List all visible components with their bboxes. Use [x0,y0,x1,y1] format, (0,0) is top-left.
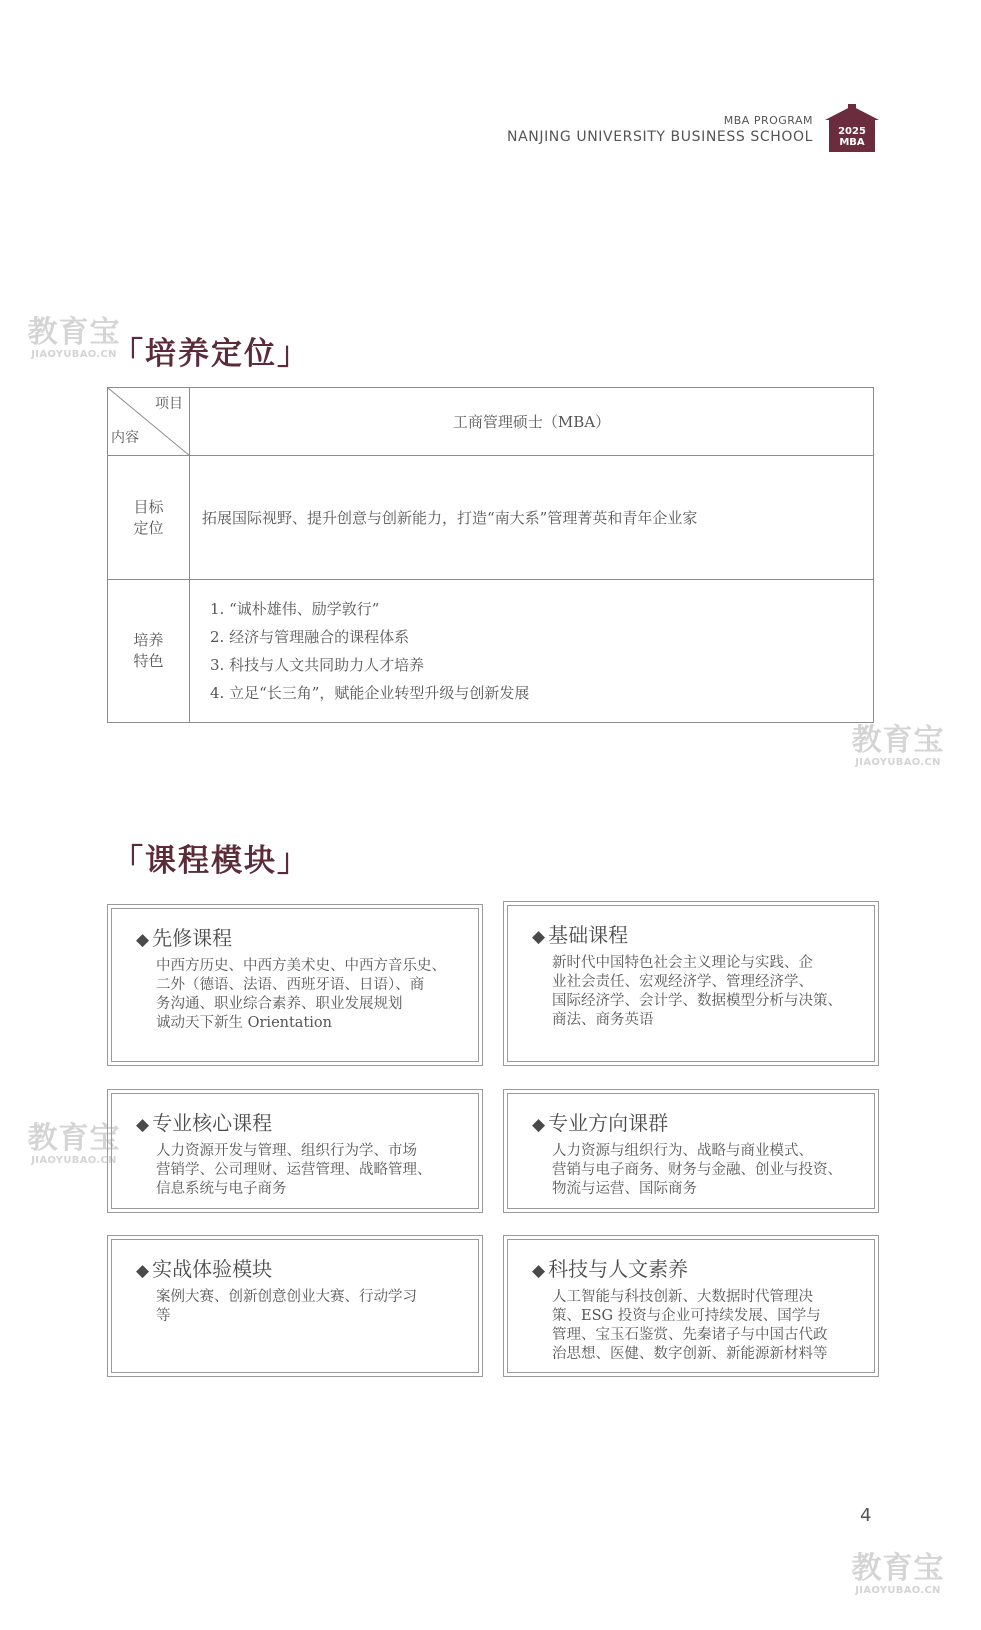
diamond-icon: ◆ [532,1261,546,1281]
watermark [842,1553,954,1597]
table-corner-cell [108,388,190,456]
goal-label-line: 定位 [133,518,164,537]
watermark-en: JIAOYUBAO.CN [855,1585,941,1596]
watermark-en: JIAOYUBAO.CN [31,1155,117,1166]
module-title-text: 先修课程 [152,926,233,950]
module-box-practice [107,1235,483,1377]
page-header [507,104,881,156]
module-title [136,1256,462,1284]
module-desc [532,954,858,1030]
badge-year: 2025 [838,126,866,137]
desc-line: 商法、商务英语 [552,1012,654,1028]
table-row [108,456,874,580]
watermark-en: JIAOYUBAO.CN [31,349,117,360]
desc-line: 中西方历史、中西方美术史、中西方音乐史、 [156,958,446,974]
watermark-cn: 教育宝 [851,723,945,758]
module-box-direction [503,1089,879,1213]
desc-line: 二外（德语、法语、西班牙语、日语）、商 [156,977,425,993]
module-desc [136,957,462,1033]
modules-title: 「课程模块」 [112,843,310,879]
module-title-text: 专业方向课群 [548,1111,669,1135]
diamond-icon: ◆ [136,1115,150,1135]
desc-line: 管理、宝玉石鉴赏、先秦诸子与中国古代政 [552,1327,828,1343]
feature-label-line: 特色 [133,652,164,670]
school-name: NANJING UNIVERSITY BUSINESS SCHOOL [507,129,813,145]
column-header: 工商管理硕士（MBA） [190,388,874,456]
desc-line: 等 [156,1308,171,1324]
module-title-text: 科技与人文素养 [548,1257,689,1281]
page-number: 4 [860,1505,872,1526]
module-title [532,922,858,950]
list-item: 3. 科技与人文共同助力人才培养 [210,656,425,674]
desc-line: 信息系统与电子商务 [156,1181,287,1197]
module-title-text: 实战体验模块 [152,1257,273,1281]
diamond-icon: ◆ [532,1115,546,1135]
module-box-core [107,1089,483,1213]
module-title [136,1110,462,1138]
positioning-title: 「培养定位」 [112,336,310,372]
goal-label [108,456,190,580]
module-desc [532,1288,858,1364]
module-title [136,925,462,953]
list-item: 2. 经济与管理融合的课程体系 [210,628,410,646]
watermark [842,725,954,769]
goal-label-line: 目标 [133,497,164,516]
desc-line: 营销学、公司理财、运营管理、战略管理、 [156,1162,432,1178]
program-label: MBA PROGRAM [723,114,813,127]
desc-line: 新时代中国特色社会主义理论与实践、企 [552,955,813,971]
desc-line: 务沟通、职业综合素养、职业发展规划 [156,996,403,1012]
desc-line: 营销与电子商务、财务与金融、创业与投资、 [552,1162,842,1178]
table-row [108,580,874,723]
module-desc [532,1142,858,1199]
corner-top-label: 项目 [155,396,183,412]
mba-house-logo [823,104,881,156]
diamond-icon: ◆ [136,930,150,950]
desc-line: 人力资源开发与管理、组织行为学、市场 [156,1143,417,1159]
desc-line: 治思想、医健、数字创新、新能源新材料等 [552,1346,828,1362]
module-box-prerequisite [107,904,483,1066]
module-title-text: 专业核心课程 [152,1111,273,1135]
desc-line: 人力资源与组织行为、战略与商业模式、 [552,1143,813,1159]
watermark-cn: 教育宝 [27,1121,121,1156]
badge-label: MBA [839,137,865,148]
desc-line: 诚动天下新生 Orientation [156,1015,332,1031]
module-box-foundation [503,901,879,1066]
feature-label-line: 培养 [133,631,164,649]
watermark-cn: 教育宝 [851,1551,945,1586]
header-text [507,114,813,146]
corner-bottom-label: 内容 [111,430,139,446]
desc-line: 案例大赛、创新创意创业大赛、行动学习 [156,1289,417,1305]
module-desc [136,1288,462,1326]
module-title [532,1256,858,1284]
desc-line: 策、ESG 投资与企业可持续发展、国学与 [552,1308,821,1324]
diamond-icon: ◆ [532,927,546,947]
module-title-text: 基础课程 [548,923,629,947]
module-box-humanities [503,1235,879,1377]
feature-cell [190,580,874,723]
module-title [532,1110,858,1138]
desc-line: 人工智能与科技创新、大数据时代管理决 [552,1289,813,1305]
desc-line: 物流与运营、国际商务 [552,1181,697,1197]
module-desc [136,1142,462,1199]
watermark-en: JIAOYUBAO.CN [855,757,941,768]
diamond-icon: ◆ [136,1261,150,1281]
desc-line: 国际经济学、会计学、数据模型分析与决策、 [552,993,842,1009]
watermark-cn: 教育宝 [27,315,121,350]
list-item: 1. “诚朴雄伟、励学敦行” [210,600,380,618]
positioning-table [107,387,874,723]
feature-list [190,595,873,707]
list-item: 4. 立足“长三角”，赋能企业转型升级与创新发展 [210,684,530,702]
goal-text: 拓展国际视野、提升创意与创新能力，打造“南大系”管理菁英和青年企业家 [190,456,874,580]
feature-label [108,580,190,723]
desc-line: 业社会责任、宏观经济学、管理经济学、 [552,974,813,990]
badge-text [823,126,881,148]
